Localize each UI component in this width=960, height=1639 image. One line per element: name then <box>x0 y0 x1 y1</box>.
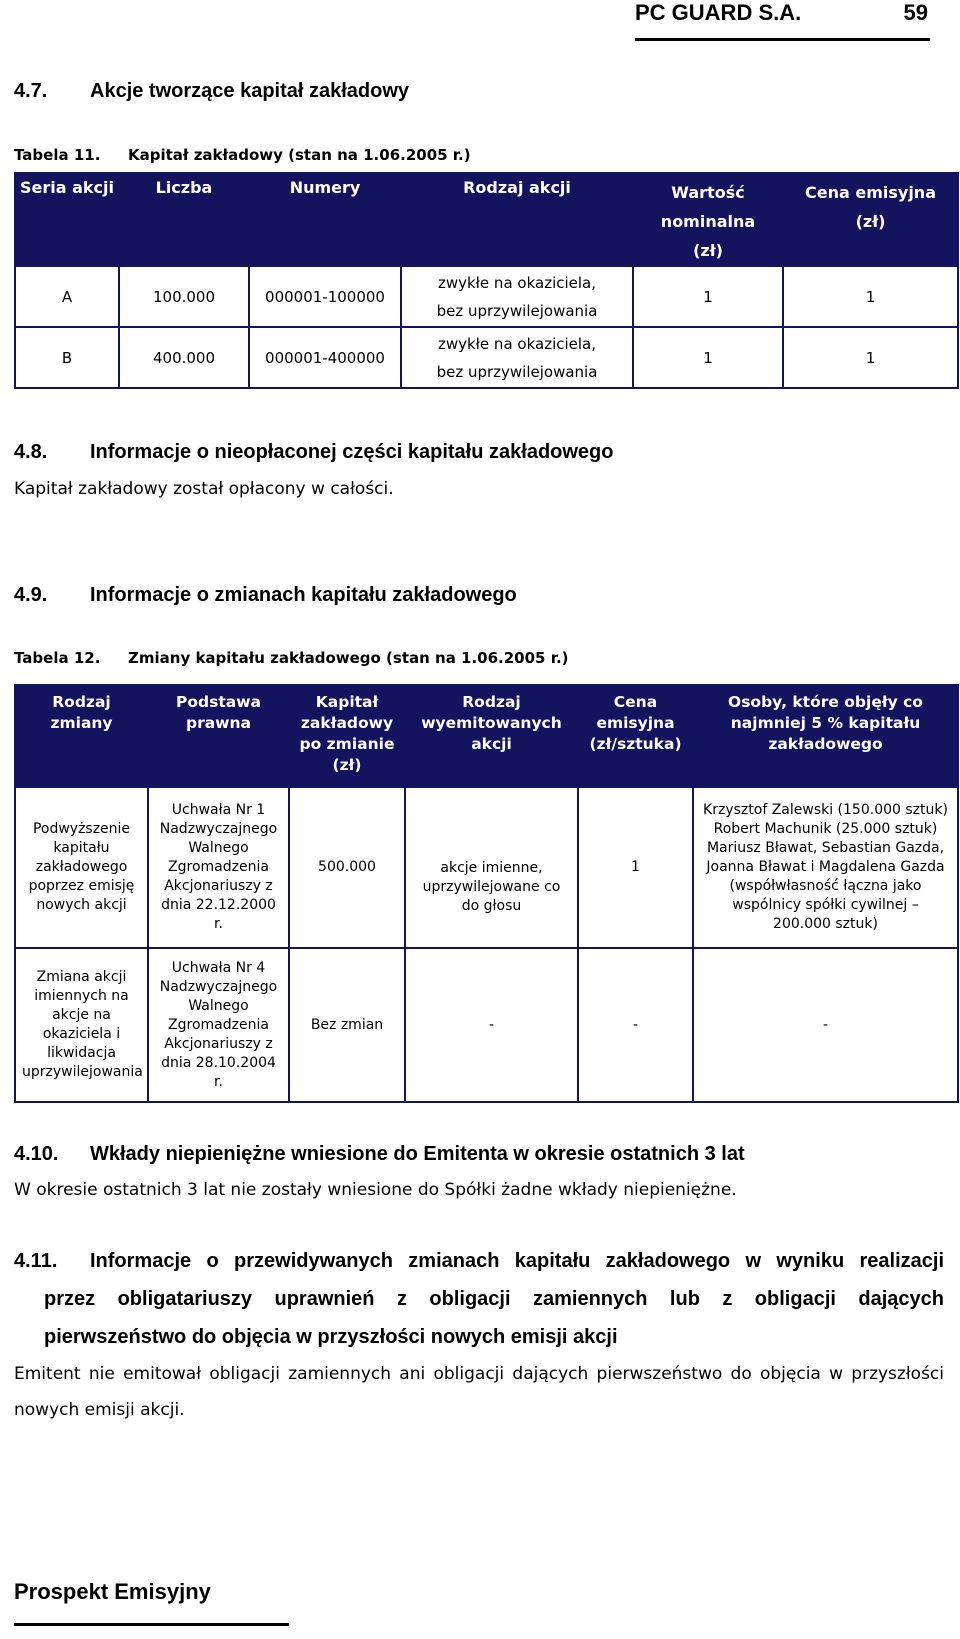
cell-cena: 1 <box>783 266 958 327</box>
section-4-9-heading <box>14 584 914 610</box>
cell-numery: 000001-400000 <box>249 327 401 388</box>
section-number: 4.9. <box>14 584 48 606</box>
header-wartosc: Wartość nominalna (zł) <box>633 173 783 266</box>
section-number: 4.8. <box>14 441 48 463</box>
cell-osoby: Krzysztof Zalewski (150.000 sztuk) Robert Machunik (25.000 sztuk) Mariusz Bławat, Sebastian Gazda, Joanna Bławat i Magdalena Gazda (współwłasność łączna jako wspólnicy spółki cywilnej – 200.000 sztuk) <box>693 787 958 948</box>
table-row <box>15 266 958 327</box>
cell-seria: B <box>15 327 119 388</box>
section-title-line2: przez obligatariuszy uprawnień z obligacji zamiennych lub z obligacji dających <box>44 1288 944 1310</box>
section-title: Wkłady niepieniężne wniesione do Emitenta w okresie ostatnich 3 lat <box>90 1143 745 1165</box>
header-rodzaj-zmiany: Rodzaj zmiany <box>15 685 148 787</box>
cell-osoby: - <box>693 948 958 1102</box>
section-title: Informacje o zmianach kapitału zakładowego <box>90 584 517 606</box>
cell-liczba: 400.000 <box>119 327 249 388</box>
cell-cena: - <box>578 948 693 1102</box>
header-seria: Seria akcji <box>15 173 119 266</box>
cell-akcje: akcje imienne, uprzywilejowane co do głosu <box>405 787 578 948</box>
cell-numery: 000001-100000 <box>249 266 401 327</box>
company-name: PC GUARD S.A. <box>635 0 802 25</box>
section-number: 4.10. <box>14 1143 59 1165</box>
cell-seria: A <box>15 266 119 327</box>
header-cena: Cena emisyjna (zł) <box>783 173 958 266</box>
section-4-10-body: W okresie ostatnich 3 lat nie zostały wniesione do Spółki żadne wkłady niepieniężne. <box>14 1180 737 1200</box>
cell-wartosc: 1 <box>633 266 783 327</box>
table-row <box>15 787 958 948</box>
table-title: Kapitał zakładowy (stan na 1.06.2005 r.) <box>128 146 471 164</box>
table-12 <box>14 684 959 1103</box>
table-12-caption <box>14 649 914 667</box>
section-4-8-heading <box>14 441 914 467</box>
section-4-11-body-line2: nowych emisji akcji. <box>14 1400 185 1420</box>
footer-title: Prospekt Emisyjny <box>14 1579 289 1626</box>
table-row <box>15 948 958 1102</box>
cell-kapital: Bez zmian <box>289 948 405 1102</box>
cell-cena: 1 <box>578 787 693 948</box>
header-numery: Numery <box>249 173 401 266</box>
table-label: Tabela 11. <box>14 146 101 164</box>
table-header-row <box>15 173 958 266</box>
section-4-10-heading <box>14 1143 914 1169</box>
section-title: Akcje tworzące kapitał zakładowy <box>90 80 410 102</box>
running-header <box>635 0 930 41</box>
header-podstawa: Podstawa prawna <box>148 685 289 787</box>
table-header-row <box>15 685 958 787</box>
table-label: Tabela 12. <box>14 649 101 667</box>
table-row <box>15 327 958 388</box>
table-11-caption <box>14 146 914 164</box>
table-title: Zmiany kapitału zakładowego (stan na 1.06.2005 r.) <box>128 649 569 667</box>
header-cena: Cena emisyjna (zł/sztuka) <box>578 685 693 787</box>
cell-podstawa: Uchwała Nr 4 Nadzwyczajnego Walnego Zgromadzenia Akcjonariuszy z dnia 28.10.2004 r. <box>148 948 289 1102</box>
header-liczba: Liczba <box>119 173 249 266</box>
section-title-line1: Informacje o przewidywanych zmianach kapitału zakładowego w wyniku realizacji <box>90 1250 944 1272</box>
cell-podstawa: Uchwała Nr 1 Nadzwyczajnego Walnego Zgromadzenia Akcjonariuszy z dnia 22.12.2000 r. <box>148 787 289 948</box>
cell-cena: 1 <box>783 327 958 388</box>
cell-kapital: 500.000 <box>289 787 405 948</box>
header-rodzaj: Rodzaj akcji <box>401 173 633 266</box>
section-title: Informacje o nieopłaconej części kapitału zakładowego <box>90 441 614 463</box>
section-number: 4.7. <box>14 80 48 102</box>
cell-rodzaj-zmiany: Zmiana akcji imiennych na akcje na okaziciela i likwidacja uprzywilejowania <box>15 948 148 1102</box>
section-number: 4.11. <box>14 1250 58 1272</box>
cell-rodzaj: zwykłe na okaziciela, bez uprzywilejowania <box>401 327 633 388</box>
section-4-11-body-line1: Emitent nie emitował obligacji zamiennych ani obligacji dających pierwszeństwo do objęcia w przyszłości <box>14 1364 944 1384</box>
cell-liczba: 100.000 <box>119 266 249 327</box>
page-number: 59 <box>903 0 928 25</box>
header-osoby: Osoby, które objęły co najmniej 5 % kapitału zakładowego <box>693 685 958 787</box>
section-title-line3: pierwszeństwo do objęcia w przyszłości nowych emisji akcji <box>44 1326 618 1348</box>
cell-akcje: - <box>405 948 578 1102</box>
table-11 <box>14 172 959 389</box>
cell-rodzaj: zwykłe na okaziciela, bez uprzywilejowania <box>401 266 633 327</box>
header-akcje: Rodzaj wyemitowanych akcji <box>405 685 578 787</box>
section-4-8-body: Kapitał zakładowy został opłacony w całości. <box>14 479 394 499</box>
cell-wartosc: 1 <box>633 327 783 388</box>
cell-rodzaj-zmiany: Podwyższenie kapitału zakładowego poprzez emisję nowych akcji <box>15 787 148 948</box>
header-kapital: Kapitał zakładowy po zmianie (zł) <box>289 685 405 787</box>
section-4-7-heading <box>14 80 914 106</box>
